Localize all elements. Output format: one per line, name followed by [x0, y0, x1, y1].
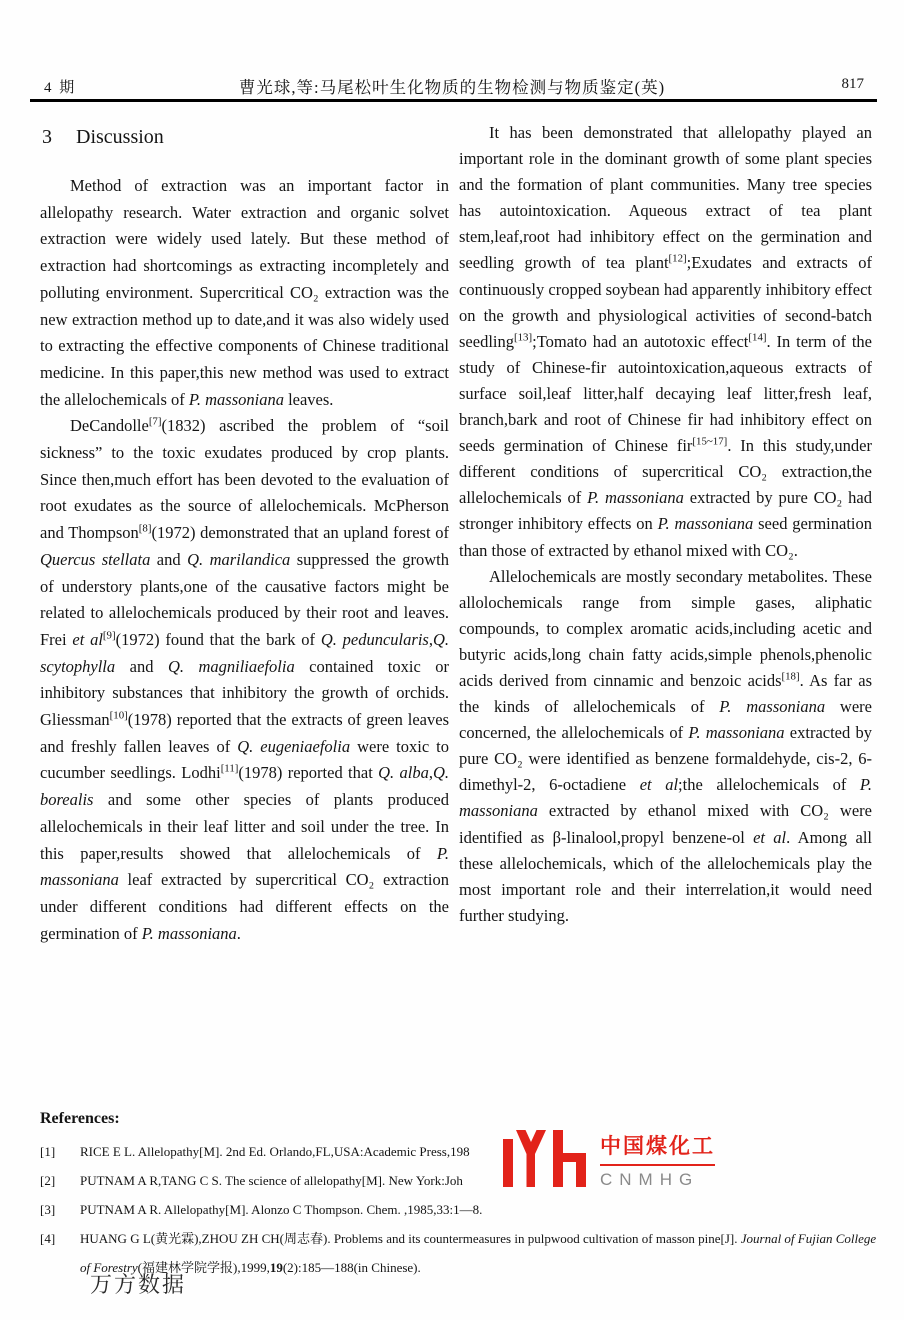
- text-segment: suppressed the growth of understory plants,one of the causative factors might be related to allelochemicals produced by their root and leaves. Frei: [40, 549, 449, 649]
- text-segment: ;the allelochemicals of: [678, 775, 860, 795]
- right-column: [459, 120, 872, 929]
- text-segment: [12]: [668, 252, 687, 265]
- text-segment: ;Exudates and extracts of continuously cropped soybean had apparently inhibitory effect on the growth and physiological activities of second-batch seedling: [459, 253, 872, 351]
- text-segment: (1832) ascribed the problem of “soil sickness” to the toxic exudates produced by crop plants. Since then,much effort has been devoted to the evaluation of root exudates as the source of allelochemicals. McPherson and Thompson: [40, 416, 449, 543]
- text-segment: (福建林学院学报),1999,: [137, 1260, 270, 1275]
- text-segment: Allelochemicals are mostly secondary metabolites. These allolochemicals range from simple gases, aliphatic compounds, to complex aromatic acids,including acetic and butyric acids,long chain fatty acids,simple phenols,phenolic acids derived from cinnamic and benzoic acids: [459, 566, 872, 690]
- text-segment: [7]: [148, 415, 162, 428]
- text-segment: [9]: [102, 629, 116, 642]
- text-segment: P. massoniana: [688, 723, 785, 743]
- text-segment: . As far as the kinds of allelochemicals of: [459, 670, 872, 717]
- text-segment: (2):185—188(in Chinese).: [282, 1260, 421, 1275]
- text-segment: et al: [753, 827, 787, 847]
- text-segment: RICE E L. Allelopathy[M]. 2nd Ed. Orlando,FL,USA:Academic Press,198: [80, 1144, 470, 1159]
- header-running-title: 曹光球,等:马尾松叶生化物质的生物检测与物质鉴定(英): [238, 78, 666, 97]
- text-segment: PUTNAM A R. Allelopathy[M]. Alonzo C Thompson. Chem. ,1985,33:1—8.: [80, 1202, 483, 1217]
- text-segment: ,: [428, 763, 433, 783]
- reference-item: [40, 1166, 878, 1195]
- text-segment: and: [150, 549, 188, 569]
- wanfang-data-brand: 万方数据: [90, 1272, 187, 1297]
- text-segment: P. massoniana: [719, 697, 826, 717]
- text-segment: (1978) reported that: [238, 763, 379, 783]
- reference-item: [40, 1137, 878, 1166]
- text-segment: leaves.: [283, 389, 334, 409]
- text-segment: Q. scytophylla: [40, 629, 449, 676]
- text-segment: P. massoniana: [141, 923, 237, 943]
- text-segment: [13]: [514, 331, 533, 344]
- text-segment: P. massoniana: [587, 488, 684, 508]
- cnmhg-logo-icon: [503, 1130, 586, 1187]
- reference-label: [3]: [40, 1202, 56, 1217]
- text-segment: Method of extraction was an important factor in allelopathy research. Water extraction and organic solvet extraction were widely used lately. But these method of extraction had shortcomings as extracting incompletely and polluting environment. Supercritical CO₂ extraction was the new extraction method up to date,and it was also widely used to extracting the effective components of Chinese traditional medicine. In this paper,this new method was used to extract the allelochemicals of: [40, 176, 449, 409]
- text-segment: .: [236, 923, 241, 943]
- reference-label: [2]: [40, 1173, 56, 1188]
- text-segment: et al: [72, 629, 103, 649]
- text-segment: [15~17]: [692, 435, 728, 448]
- header-rule: [30, 99, 877, 102]
- reference-text: [80, 1195, 878, 1224]
- text-segment: leaf extracted by supercritical CO₂ extraction under different conditions had different effects on the germination of: [40, 870, 449, 943]
- text-segment: P. massoniana: [459, 775, 872, 821]
- watermark-chinese-text: 中国煤化工: [600, 1130, 715, 1166]
- section-number: 3: [42, 126, 52, 148]
- text-segment: contained toxic or inhibitory substances that inhibitory the growth of orchids. Gliessman: [40, 656, 449, 730]
- text-segment: extracted by ethanol mixed with CO₂ were identified as β-linalool,propyl benzene-ol: [459, 801, 872, 847]
- reference-label: [1]: [40, 1144, 56, 1159]
- text-segment: (1978) reported that the extracts of green leaves and freshly fallen leaves of: [40, 710, 449, 756]
- paragraph: [459, 120, 872, 564]
- text-segment: P. massoniana: [657, 514, 754, 534]
- text-segment: HUANG G L(黄光霖),ZHOU ZH CH(周志春). Problems and its countermeasures in pulpwood cultivation of masson pine[J].: [80, 1231, 741, 1246]
- text-segment: Q. marilandica: [187, 549, 291, 569]
- text-segment: [11]: [220, 762, 239, 775]
- reference-item: [40, 1195, 878, 1224]
- text-segment: . Among all these allelochemicals, which of the allelochemicals play the most important role and their interrelation,it would need further studying.: [459, 827, 872, 925]
- text-segment: et al: [639, 775, 679, 795]
- text-segment: PUTNAM A R,TANG C S. The science of allelopathy[M]. New York:Joh: [80, 1173, 463, 1188]
- reference-text: [80, 1166, 878, 1195]
- text-segment: [14]: [748, 331, 767, 344]
- text-segment: Q. eugeniaefolia: [237, 736, 351, 756]
- text-segment: Q. alba: [378, 763, 429, 783]
- text-segment: Q. peduncularis: [320, 629, 429, 649]
- text-segment: extracted by pure CO₂ were identified as benzene formaldehyde, cis-2, 6-dimethyl-2, 6-octadiene: [459, 723, 872, 795]
- text-segment: DeCandolle: [70, 416, 149, 436]
- paragraph: [459, 564, 872, 929]
- text-segment: . In this study,under different conditions of supercritical CO₂ extraction,the allelochemicals of: [459, 436, 872, 508]
- header-issue-label: 4 期: [44, 80, 77, 96]
- section-heading: [42, 126, 449, 149]
- watermark-latin-text: CNMHG: [600, 1170, 700, 1189]
- text-segment: [18]: [781, 670, 800, 683]
- text-segment: It has been demonstrated that allelopathy played an important role in the dominant growth of some plant species and the formation of plant communities. Many tree species has autointoxication. Aqueous extract of tea plant stem,leaf,root had inhibitory effect on the germination and seedling growth of tea plant: [459, 123, 872, 273]
- watermark-text-block: [600, 1130, 715, 1190]
- text-segment: [8]: [138, 522, 152, 535]
- text-segment: P. massoniana: [188, 389, 284, 409]
- references-section: [40, 1110, 878, 1282]
- text-segment: (1972) found that the bark of: [115, 629, 321, 649]
- text-segment: Quercus stellata: [40, 549, 151, 569]
- text-segment: . In term of the study of Chinese-fir autointoxication,aqueous extracts of surface soil,leaf litter,half decaying leaf litter,fresh leaf, branch,bark and root of Chinese fir had inhibitory effect on seeds germination of Chinese fir: [459, 331, 872, 456]
- left-column: [40, 116, 449, 947]
- text-segment: seed germination than those of extracted by ethanol mixed with CO₂.: [459, 514, 872, 560]
- text-segment: were toxic to cucumber seedlings. Lodhi: [40, 736, 449, 783]
- references-heading: References:: [40, 1110, 120, 1127]
- text-segment: and some other species of plants produced allelochemicals in their leaf litter and soil under the tree. In this paper,results showed that allelochemicals of: [40, 790, 449, 863]
- section-title: Discussion: [76, 126, 164, 148]
- paragraph: [40, 173, 449, 413]
- header-page-number: 817: [841, 76, 864, 92]
- text-segment: ;Tomato had an autotoxic effect: [532, 331, 749, 351]
- text-segment: (1972) demonstrated that an upland forest of: [151, 523, 449, 543]
- text-segment: Q. borealis: [40, 763, 450, 810]
- cnmhg-watermark: [503, 1130, 715, 1190]
- text-segment: ,: [428, 629, 433, 649]
- reference-text: [80, 1137, 878, 1166]
- text-segment: extracted by pure CO₂ had stronger inhibitory effects on: [459, 488, 872, 534]
- text-segment: were concerned, the allelochemicals of: [459, 697, 872, 743]
- text-segment: Journal of Fujian College of Forestry: [80, 1231, 877, 1275]
- reference-label: [4]: [40, 1231, 56, 1246]
- text-segment: 19: [269, 1260, 283, 1275]
- text-segment: [10]: [109, 709, 128, 722]
- reference-text: [80, 1224, 878, 1282]
- text-segment: and: [115, 656, 168, 676]
- paragraph: [40, 413, 449, 947]
- text-segment: Q. magniliaefolia: [167, 656, 295, 676]
- text-segment: P. massoniana: [40, 843, 449, 890]
